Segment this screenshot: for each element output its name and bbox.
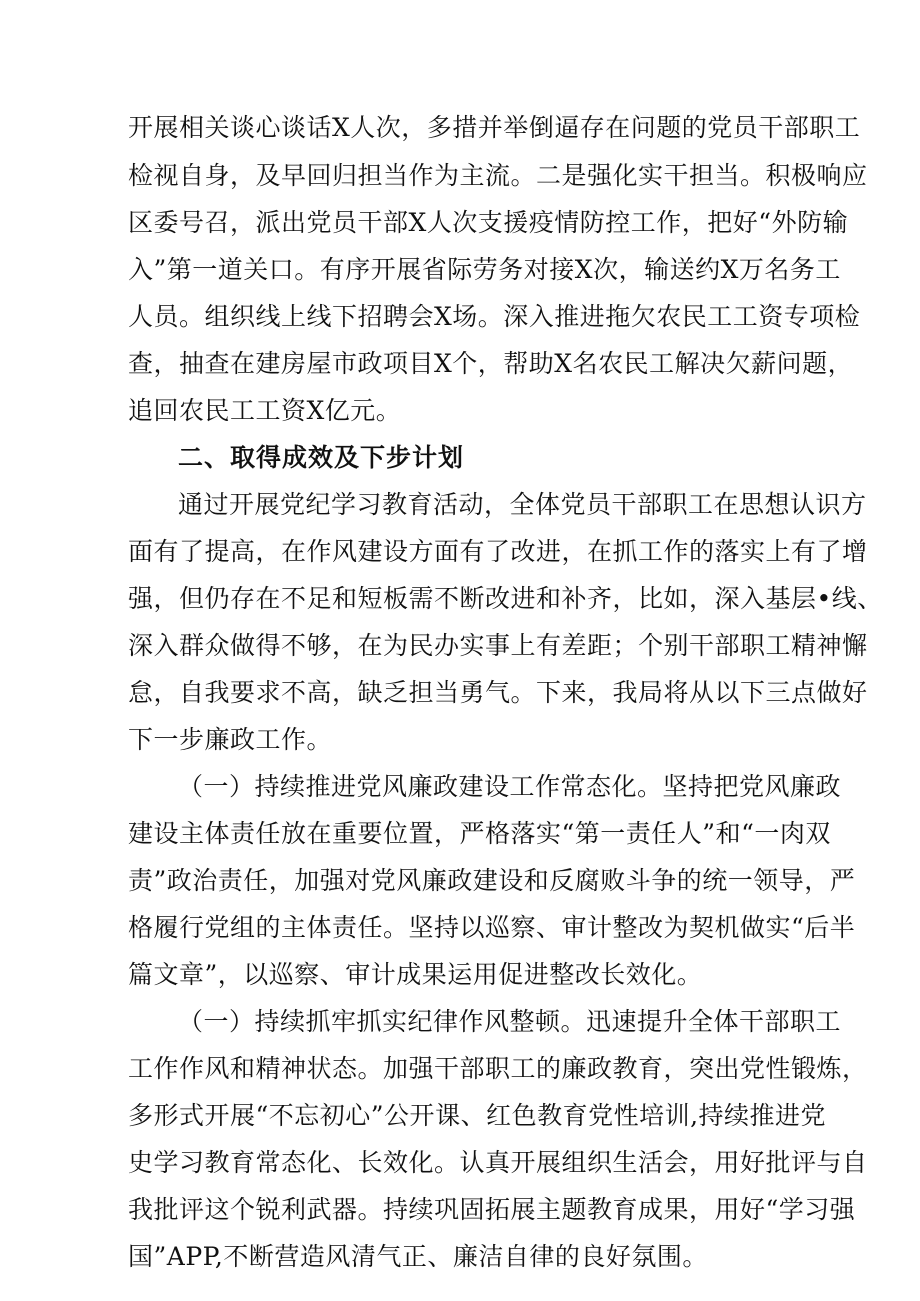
body-text-line: 深入群众做得不够，在为民办实事上有差距；个别干部职工精神懈 (128, 631, 868, 660)
body-text-line: 史学习教育常态化、长效化。认真开展组织生活会，用好批评与自 (128, 1148, 868, 1177)
body-text-line: 强，但仍存在不足和短板需不断改进和补齐，比如，深入基层•线、 (128, 584, 883, 613)
body-text-line: 入”第一道关口。有序开展省际劳务对接X次，输送约X万名务工 (128, 255, 841, 284)
body-text-line: 多形式开展“不忘初心”公开课、红色教育党性培训,持续推进党 (128, 1101, 827, 1130)
body-text-line: 责”政治责任，加强对党风廉政建设和反腐败斗争的统一领导，严 (128, 866, 856, 895)
body-text-line: 工作作风和精神状态。加强干部职工的廉政教育，突出党性锻炼， (128, 1054, 868, 1083)
body-text-line: 下一步廉政工作。 (128, 725, 333, 754)
body-text-line: （一）持续抓牢抓实纪律作风整顿。迅速提升全体干部职工 (178, 1007, 842, 1036)
body-text-line: 通过开展党纪学习教育活动，全体党员干部职工在思想认识方 (178, 490, 867, 519)
body-text-line: 人员。组织线上线下招聘会X场。深入推进拖欠农民工工资专项检 (128, 302, 861, 331)
body-text-line: 检视自身，及早回归担当作为主流。二是强化实干担当。积极响应 (128, 161, 868, 190)
body-text-line: 篇文章”，以巡察、审计成果运用促进整改长效化。 (128, 960, 703, 989)
body-text-line: 我批评这个锐利武器。持续巩固拓展主题教育成果，用好“学习强 (128, 1195, 856, 1224)
body-text-line: 查，抽查在建房屋市政项目X个，帮助X名农民工解决欠薪问题， (128, 349, 854, 378)
body-text-line: 国”APP,不断营造风清气正、廉洁自律的良好氛围。 (128, 1242, 708, 1271)
body-text-line: 建设主体责任放在重要位置，严格落实“第一责任人”和“一肉双 (128, 819, 831, 848)
body-text-line: 面有了提高，在作风建设方面有了改进，在抓工作的落实上有了增 (128, 537, 868, 566)
body-text-line: 区委号召，派出党员干部X人次支援疫情防控工作，把好“外防输 (128, 208, 849, 237)
body-text-line: 追回农民工工资X亿元。 (128, 396, 402, 425)
body-text-line: 开展相关谈心谈话X人次，多措并举倒逼存在问题的党员干部职工 (128, 113, 861, 142)
body-text-line: 格履行党组的主体责任。坚持以巡察、审计整改为契机做实“后半 (128, 913, 856, 942)
body-text-line: （一）持续推进党风廉政建设工作常态化。坚持把党风廉政 (178, 772, 842, 801)
section-heading: 二、取得成效及下步计划 (178, 443, 465, 472)
body-text-line: 怠，自我要求不高，缺乏担当勇气。下来，我局将从以下三点做好 (128, 678, 868, 707)
